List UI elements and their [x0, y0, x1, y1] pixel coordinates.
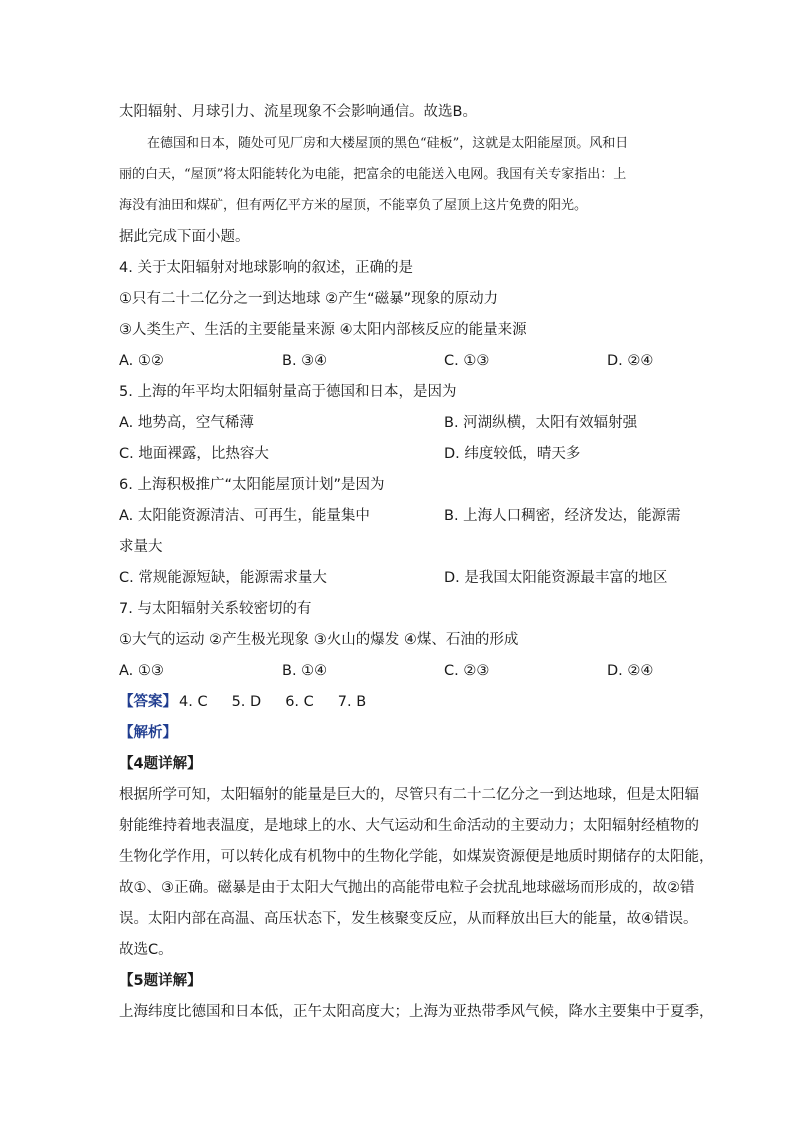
- answer-item: 7. B: [337, 694, 367, 710]
- option-b: B. 河湖纵横，太阳有效辐射强: [444, 415, 638, 431]
- answer-item: 5. D: [231, 694, 262, 710]
- answer-item: 4. C: [179, 694, 208, 710]
- detail-line: 故选C。: [119, 942, 173, 958]
- option-b-continued: 求量大: [119, 539, 163, 555]
- passage-line: 海没有油田和煤矿，但有两亿平方米的屋顶，不能辜负了屋顶上这片免费的阳光。: [119, 198, 588, 213]
- option-c: C. 地面裸露，比热容大: [119, 446, 269, 462]
- detail-label: 【5题详解】: [119, 973, 202, 989]
- intro-line: 太阳辐射、月球引力、流星现象不会影响通信。故选B。: [119, 104, 477, 120]
- option-b: B. ③④: [282, 353, 328, 369]
- option-a: A. ①③: [119, 663, 164, 679]
- detail-line: 误。太阳内部在高温、高压状态下，发生核聚变反应，从而释放出巨大的能量，故④错误。: [119, 911, 698, 927]
- answer-item: 6. C: [285, 694, 314, 710]
- answer-line: [119, 692, 390, 712]
- question-stem: 5. 上海的年平均太阳辐射量高于德国和日本，是因为: [119, 384, 457, 400]
- option-d: D. ②④: [607, 663, 654, 679]
- answer-label: 【答案】: [119, 694, 177, 710]
- detail-line: 生物化学作用，可以转化成有机物中的生物化学能，如煤炭资源便是地质时期储存的太阳能，: [119, 849, 714, 865]
- question-items: ①只有二十二亿分之一到达地球 ②产生“磁暴”现象的原动力: [119, 291, 499, 307]
- question-items: ①大气的运动 ②产生极光现象 ③火山的爆发 ④煤、石油的形成: [119, 632, 519, 648]
- detail-line: 上海纬度比德国和日本低，正午太阳高度大；上海为亚热带季风气候，降水主要集中于夏季，: [119, 1004, 714, 1020]
- detail-label: 【4题详解】: [119, 756, 202, 772]
- detail-line: 根据所学可知，太阳辐射的能量是巨大的，尽管只有二十二亿分之一到达地球，但是太阳辐: [119, 787, 699, 803]
- option-a: A. ①②: [119, 353, 164, 369]
- question-stem: 6. 上海积极推广“太阳能屋顶计划”是因为: [119, 477, 385, 493]
- passage-line: 丽的白天，“屋顶”将太阳能转化为电能，把富余的电能送入电网。我国有关专家指出：上: [119, 167, 627, 182]
- question-stem: 7. 与太阳辐射关系较密切的有: [119, 601, 312, 617]
- option-d: D. 纬度较低，晴天多: [444, 446, 581, 462]
- question-items: ③人类生产、生活的主要能量来源 ④太阳内部核反应的能量来源: [119, 322, 527, 338]
- instruction: 据此完成下面小题。: [119, 229, 250, 245]
- option-c: C. ①③: [444, 353, 490, 369]
- option-c: C. ②③: [444, 663, 490, 679]
- option-a: A. 太阳能资源清洁、可再生，能量集中: [119, 508, 370, 524]
- option-d: D. 是我国太阳能资源最丰富的地区: [444, 570, 668, 586]
- detail-line: 故①、③正确。磁暴是由于太阳大气抛出的高能带电粒子会扰乱地球磁场而形成的，故②错: [119, 880, 695, 896]
- option-c: C. 常规能源短缺，能源需求量大: [119, 570, 327, 586]
- passage-line: 在德国和日本，随处可见厂房和大楼屋顶的黑色“硅板”，这就是太阳能屋顶。风和日: [147, 136, 629, 151]
- analysis-label: 【解析】: [119, 725, 177, 741]
- option-a: A. 地势高，空气稀薄: [119, 415, 254, 431]
- detail-line: 射能维持着地表温度，是地球上的水、大气运动和生命活动的主要动力；太阳辐射经植物的: [119, 818, 699, 834]
- option-b: B. 上海人口稠密，经济发达，能源需: [444, 508, 681, 524]
- question-stem: 4. 关于太阳辐射对地球影响的叙述，正确的是: [119, 260, 413, 276]
- option-d: D. ②④: [607, 353, 654, 369]
- option-b: B. ①④: [282, 663, 328, 679]
